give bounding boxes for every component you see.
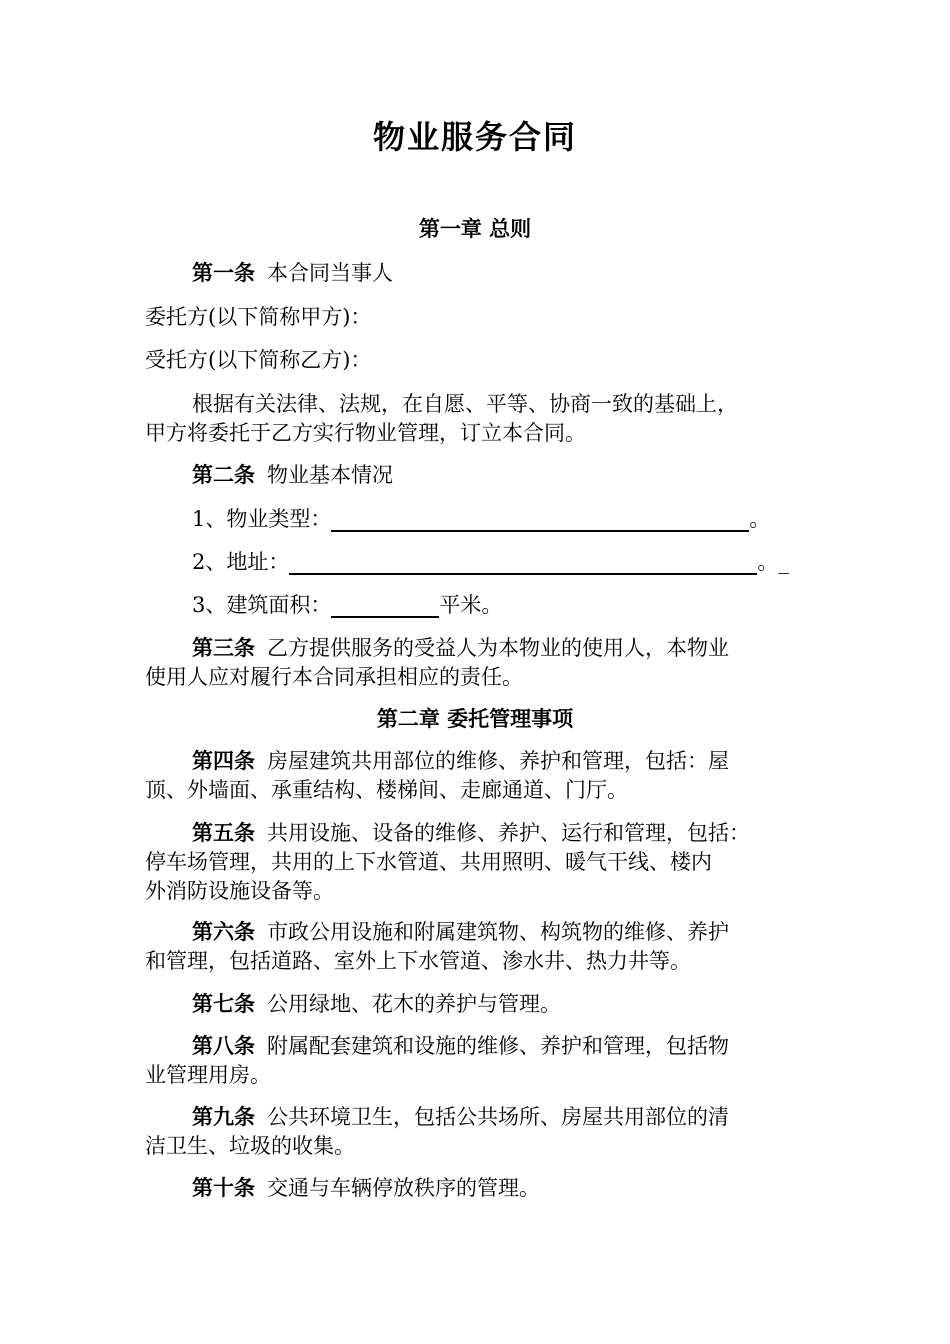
article-6 — [192, 918, 810, 947]
property-type-label: 1、物业类型： — [192, 507, 332, 531]
article-8-label: 第八条 — [192, 1034, 255, 1058]
article-4 — [192, 747, 810, 776]
address-label: 2、地址： — [192, 550, 290, 574]
article-9 — [192, 1103, 810, 1132]
article-5-line-1: 共用设施、设备的维修、养护、运行和管理，包括： — [267, 821, 750, 845]
article-1-text: 本合同当事人 — [267, 261, 393, 285]
chapter-1-heading: 第一章 总则 — [418, 217, 532, 241]
article-4-label: 第四条 — [192, 749, 255, 773]
article-10-text: 交通与车辆停放秩序的管理。 — [267, 1176, 540, 1200]
article-5-line-2: 停车场管理，共用的上下水管道、共用照明、暖气干线、楼内 — [145, 850, 712, 874]
article-1 — [192, 259, 810, 288]
building-area-blank — [331, 592, 439, 618]
page-title: 物业服务合同 — [372, 118, 577, 156]
article-8-line-1: 附属配套建筑和设施的维修、养护和管理，包括物 — [267, 1034, 729, 1058]
article-5-label: 第五条 — [192, 821, 255, 845]
property-type-end: 。 — [749, 507, 771, 531]
article-1-label: 第一条 — [192, 261, 255, 285]
article-2-text: 物业基本情况 — [267, 463, 393, 487]
party-a-line: 委托方(以下简称甲方)： — [145, 305, 372, 329]
article-3 — [192, 634, 810, 663]
address-blank — [289, 549, 757, 575]
article-3-line-2: 使用人应对履行本合同承担相应的责任。 — [145, 665, 523, 689]
article-7-label: 第七条 — [192, 992, 255, 1016]
article-2-label: 第二条 — [192, 463, 255, 487]
article-9-label: 第九条 — [192, 1105, 255, 1129]
article-6-line-1: 市政公用设施和附属建筑物、构筑物的维修、养护 — [267, 920, 729, 944]
preamble-line-1: 根据有关法律、法规，在自愿、平等、协商一致的基础上， — [192, 392, 738, 416]
article-2 — [192, 461, 810, 490]
party-b-line: 受托方(以下简称乙方)： — [145, 348, 372, 372]
chapter-2-heading: 第二章 委托管理事项 — [376, 707, 574, 731]
article-9-line-1: 公共环境卫生，包括公共场所、房屋共用部位的清 — [267, 1105, 729, 1129]
address-end: 。_ — [757, 550, 789, 574]
article-6-label: 第六条 — [192, 920, 255, 944]
article-9-line-2: 洁卫生、垃圾的收集。 — [145, 1134, 355, 1158]
article-8-line-2: 业管理用房。 — [145, 1063, 271, 1087]
address-item — [192, 548, 810, 577]
article-4-line-1: 房屋建筑共用部位的维修、养护和管理，包括：屋 — [267, 749, 729, 773]
article-3-line-1: 乙方提供服务的受益人为本物业的使用人，本物业 — [267, 636, 729, 660]
article-10 — [192, 1174, 810, 1203]
property-type-blank — [331, 506, 749, 532]
preamble-line-2: 甲方将委托于乙方实行物业管理，订立本合同。 — [145, 421, 586, 445]
article-10-label: 第十条 — [192, 1176, 255, 1200]
building-area-label: 3、建筑面积： — [192, 593, 332, 617]
article-6-line-2: 和管理，包括道路、室外上下水管道、渗水井、热力井等。 — [145, 949, 691, 973]
article-4-line-2: 顶、外墙面、承重结构、楼梯间、走廊通道、门厅。 — [145, 778, 628, 802]
article-5 — [192, 819, 810, 848]
article-7-text: 公用绿地、花木的养护与管理。 — [267, 992, 561, 1016]
article-7 — [192, 990, 810, 1019]
property-type-item — [192, 505, 810, 534]
building-area-unit: 平米。 — [439, 593, 503, 617]
article-3-label: 第三条 — [192, 636, 255, 660]
article-8 — [192, 1032, 810, 1061]
article-5-line-3: 外消防设施设备等。 — [145, 879, 334, 903]
building-area-item — [192, 591, 810, 620]
